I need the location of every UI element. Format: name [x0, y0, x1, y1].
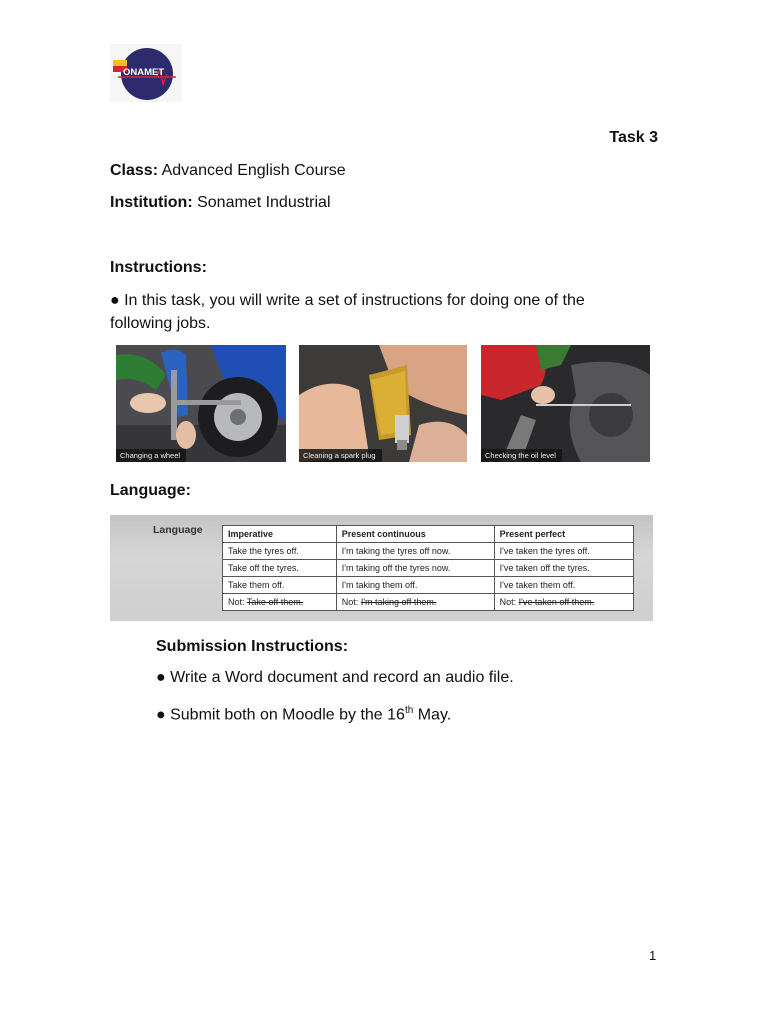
table-cell	[223, 594, 337, 611]
institution-value: Sonamet Industrial	[197, 194, 331, 211]
company-logo	[110, 44, 182, 102]
instructions-bullet: ● In this task, you will write a set of instructions for doing one of the following jobs.	[110, 292, 585, 332]
table-row	[223, 560, 634, 577]
not-prefix: Not:	[341, 597, 359, 607]
table-row-not	[223, 594, 634, 611]
submission-bullet-1: ● Write a Word document and record an audio file.	[156, 669, 514, 686]
institution-line	[110, 193, 331, 213]
header-imperative: Imperative	[223, 526, 337, 543]
incorrect-example: I've taken off them.	[518, 597, 595, 607]
submission-bullet-2-end: May.	[413, 706, 452, 724]
logo-text: ONAMET	[123, 67, 165, 78]
table-cell: Take off the tyres.	[223, 560, 337, 577]
table-cell: I'm taking them off.	[336, 577, 494, 594]
class-value: Advanced English Course	[161, 162, 346, 179]
table-header-row	[223, 526, 634, 543]
institution-label: Institution:	[110, 194, 193, 211]
table-row	[223, 577, 634, 594]
photo-caption: Checking the oil level	[481, 449, 562, 462]
wheel-change-photo	[116, 345, 286, 462]
spark-plug-photo	[299, 345, 467, 462]
table-cell	[494, 594, 633, 611]
table-cell: I've taken the tyres off.	[494, 543, 633, 560]
table-cell	[336, 594, 494, 611]
language-heading: Language:	[110, 482, 191, 499]
language-table	[222, 525, 634, 611]
not-prefix: Not:	[499, 597, 517, 607]
oil-check-photo	[481, 345, 650, 462]
table-cell: I'm taking the tyres off now.	[336, 543, 494, 560]
header-present-continuous: Present continuous	[336, 526, 494, 543]
table-cell: I've taken them off.	[494, 577, 633, 594]
photo-caption: Cleaning a spark plug	[299, 449, 382, 462]
table-row	[223, 543, 634, 560]
submission-bullet-2	[156, 701, 451, 725]
class-label: Class:	[110, 162, 159, 179]
class-line	[110, 161, 346, 181]
submission-bullet-2-text: ● Submit both on Moodle by the 16	[156, 706, 405, 724]
table-cell: I'm taking off the tyres now.	[336, 560, 494, 577]
instructions-heading: Instructions:	[110, 259, 207, 276]
language-box-title: Language	[153, 524, 203, 536]
table-cell: Take them off.	[223, 577, 337, 594]
incorrect-example: I'm taking off them.	[360, 597, 437, 607]
page-number: 1	[649, 948, 657, 963]
photo-caption: Changing a wheel	[116, 449, 186, 462]
submission-heading: Submission Instructions:	[156, 638, 349, 655]
table-cell: I've taken off the tyres.	[494, 560, 633, 577]
table-cell: Take the tyres off.	[223, 543, 337, 560]
incorrect-example: Take off them.	[246, 597, 304, 607]
language-box	[110, 515, 653, 621]
not-prefix: Not:	[228, 597, 245, 607]
header-present-perfect: Present perfect	[494, 526, 633, 543]
ordinal-suffix: th	[404, 705, 414, 716]
task-label: Task 3	[609, 129, 658, 146]
